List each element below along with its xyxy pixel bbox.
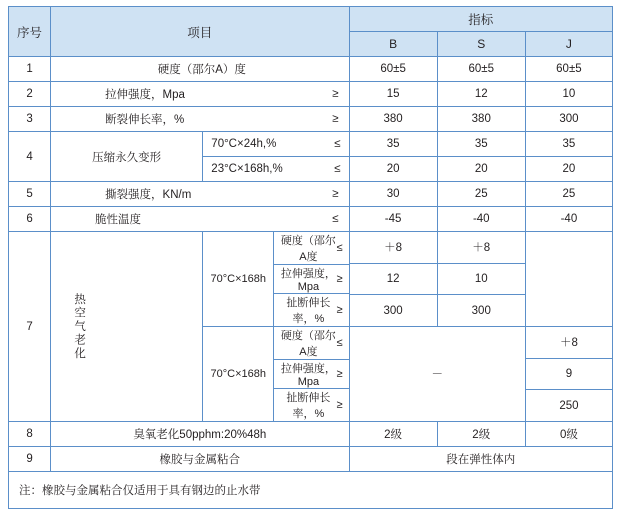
row-value-s: 300 bbox=[437, 295, 525, 327]
header-col-index: 指标 bbox=[349, 7, 612, 32]
row-value-merged: 段在弹性体内 bbox=[349, 447, 612, 472]
table-row bbox=[9, 57, 613, 82]
row-value-j-merged bbox=[525, 232, 612, 327]
header-col-no: 序号 bbox=[9, 7, 51, 57]
row-item-symbol: ≥ bbox=[332, 88, 339, 100]
row-value-b: 35 bbox=[349, 132, 437, 157]
row-no: 3 bbox=[9, 107, 51, 132]
row-value-s: 10 bbox=[437, 263, 525, 295]
row-item bbox=[51, 57, 349, 82]
row-item: 臭氧老化50pphm:20%48h bbox=[51, 422, 349, 447]
row-value-s: 20 bbox=[437, 157, 525, 182]
row-value-b: ＋8 bbox=[349, 232, 437, 264]
row-value-j: -40 bbox=[525, 207, 612, 232]
row-item-symbol: ≥ bbox=[332, 113, 339, 125]
row-item bbox=[51, 182, 349, 207]
heat-aging-subitem: 扯断伸长率，% ≥ bbox=[286, 297, 343, 325]
row-subitem bbox=[203, 132, 349, 157]
header-grade-b: B bbox=[349, 32, 437, 57]
row-value-j: 25 bbox=[525, 182, 612, 207]
row-subitem-symbol: ≤ bbox=[334, 163, 341, 175]
table-note-row bbox=[9, 472, 613, 509]
table-row bbox=[9, 107, 613, 132]
heat-aging-subitem: 拉伸强度，Mpa ≥ bbox=[274, 265, 348, 294]
row-value-b: 380 bbox=[349, 107, 437, 132]
heat-aging-subitem: 硬度（邵尔A度 ≤ bbox=[274, 232, 348, 265]
row-subitem bbox=[203, 157, 349, 182]
row-value-j: 250 bbox=[525, 390, 612, 422]
row-no: 6 bbox=[9, 207, 51, 232]
row-value-j: 0级 bbox=[525, 422, 612, 447]
table-note: 注：橡胶与金属粘合仅适用于具有钢边的止水带 bbox=[9, 472, 613, 509]
row-value-s: ＋8 bbox=[437, 232, 525, 264]
row-item: 压缩永久变形 bbox=[51, 132, 203, 182]
table-row bbox=[9, 182, 613, 207]
table-row bbox=[9, 132, 613, 157]
row-value-b: 2级 bbox=[349, 422, 437, 447]
row-item-label: 撕裂强度，KN/m bbox=[105, 189, 192, 201]
row-item-label: 拉伸强度，Mpa bbox=[105, 89, 185, 101]
row-value-s: 2级 bbox=[437, 422, 525, 447]
heat-aging-subitem: 扯断伸长率，% ≥ bbox=[286, 392, 343, 420]
row-item-label: 硬度（邵尔A）度 bbox=[157, 64, 246, 76]
row-condition bbox=[203, 327, 349, 422]
row-item-label: 脆性温度 bbox=[95, 214, 142, 226]
row-value-b: 12 bbox=[349, 263, 437, 295]
row-value-j: 10 bbox=[525, 82, 612, 107]
row-value-merged-dash: － bbox=[349, 327, 525, 422]
table-row bbox=[9, 82, 613, 107]
row-item-label: 断裂伸长率，% bbox=[105, 114, 185, 126]
row-item bbox=[51, 232, 203, 422]
row-no: 7 bbox=[9, 232, 51, 422]
table-row bbox=[9, 447, 613, 472]
table-row bbox=[9, 207, 613, 232]
row-value-j: 20 bbox=[525, 157, 612, 182]
row-item bbox=[51, 207, 349, 232]
row-value-j: 300 bbox=[525, 107, 612, 132]
row-subitem-symbol: ≤ bbox=[334, 138, 341, 150]
row-value-s: 60±5 bbox=[437, 57, 525, 82]
row-subitem-label: 70°C×24h,% bbox=[211, 138, 277, 150]
row-no: 9 bbox=[9, 447, 51, 472]
heat-aging-subitem: 硬度（邵尔A度 ≤ bbox=[274, 327, 348, 360]
row-value-s: 380 bbox=[437, 107, 525, 132]
row-item-label: 热空气老化 bbox=[73, 292, 86, 361]
heat-aging-condition: 70°C×168h bbox=[203, 327, 274, 421]
row-value-b: 30 bbox=[349, 182, 437, 207]
row-no: 5 bbox=[9, 182, 51, 207]
row-no: 8 bbox=[9, 422, 51, 447]
row-value-b: 60±5 bbox=[349, 57, 437, 82]
header-grade-j: J bbox=[525, 32, 612, 57]
row-item-symbol: ≤ bbox=[332, 213, 339, 225]
row-no: 2 bbox=[9, 82, 51, 107]
heat-aging-condition: 70°C×168h bbox=[203, 232, 274, 326]
row-value-b: -45 bbox=[349, 207, 437, 232]
row-item bbox=[51, 107, 349, 132]
row-value-j: 35 bbox=[525, 132, 612, 157]
row-item: 橡胶与金属粘合 bbox=[51, 447, 349, 472]
row-value-s: -40 bbox=[437, 207, 525, 232]
row-value-b: 300 bbox=[349, 295, 437, 327]
row-value-s: 35 bbox=[437, 132, 525, 157]
row-item-symbol: ≥ bbox=[332, 188, 339, 200]
header-grade-s: S bbox=[437, 32, 525, 57]
row-item bbox=[51, 82, 349, 107]
row-subitem-label: 23°C×168h,% bbox=[211, 163, 283, 175]
row-value-j: 9 bbox=[525, 358, 612, 390]
row-value-j: 60±5 bbox=[525, 57, 612, 82]
row-value-b: 20 bbox=[349, 157, 437, 182]
row-value-b: 15 bbox=[349, 82, 437, 107]
row-value-s: 12 bbox=[437, 82, 525, 107]
row-no: 1 bbox=[9, 57, 51, 82]
table-row bbox=[9, 422, 613, 447]
heat-aging-subitem: 拉伸强度，Mpa ≥ bbox=[274, 360, 348, 389]
table-row bbox=[9, 232, 613, 264]
header-col-item: 项目 bbox=[51, 7, 349, 57]
row-value-s: 25 bbox=[437, 182, 525, 207]
specification-table bbox=[8, 6, 613, 509]
table-header-row-1 bbox=[9, 7, 613, 32]
row-condition bbox=[203, 232, 349, 327]
row-value-j: ＋8 bbox=[525, 327, 612, 359]
row-no: 4 bbox=[9, 132, 51, 182]
